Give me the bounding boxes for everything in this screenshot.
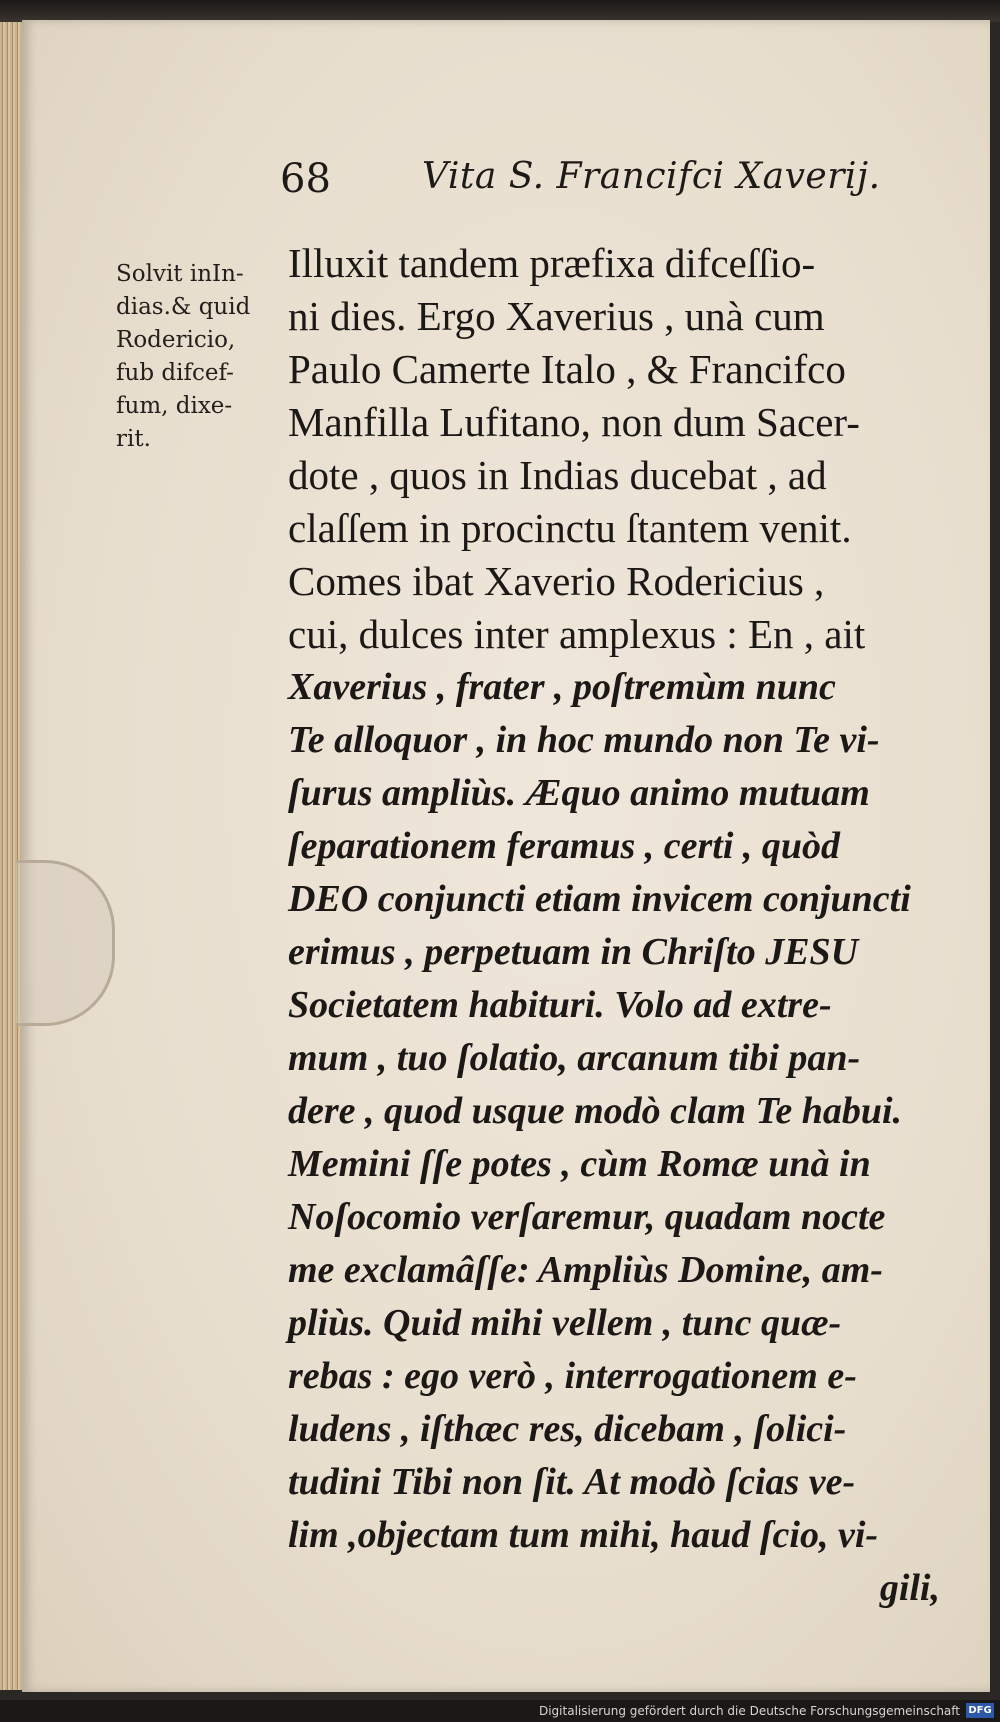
text-line: Societatem habituri. Volo ad extre- <box>288 984 832 1026</box>
text-line: rebas : ego verò , interrogationem e- <box>288 1355 857 1397</box>
funding-credit: Digitalisierung gefördert durch die Deutsche Forschungsgemeinschaft <box>538 1704 960 1718</box>
text-line: me exclamâſſe: Ampliùs Domine, am- <box>288 1249 883 1291</box>
text-line: DEO conjuncti etiam invicem conjuncti <box>288 878 911 920</box>
margin-note-line: Rodericio, <box>116 327 236 353</box>
body-text <box>288 237 948 1615</box>
text-line: Te alloquor , in hoc mundo non Te vi- <box>288 719 880 761</box>
margin-note-line: fum, dixe- <box>116 393 233 419</box>
margin-note-line: fub difcef- <box>116 360 234 386</box>
page-header <box>260 148 920 208</box>
running-title: Vita S. Francifci Xaverij. <box>422 156 881 197</box>
text-line: Paulo Camerte Italo , & Francifco <box>288 346 846 392</box>
text-line: tudini Tibi non ſit. At modò ſcias ve- <box>288 1461 856 1503</box>
margin-note-line: rit. <box>116 426 151 452</box>
text-line: dere , quod usque modò clam Te habui. <box>288 1090 903 1132</box>
page-clip <box>16 860 115 1026</box>
catchword: gili, <box>879 1567 940 1609</box>
text-line: dote , quos in Indias ducebat , ad <box>288 452 827 498</box>
text-line: mum , tuo ſolatio, arcanum tibi pan- <box>288 1037 861 1079</box>
text-line: ſeparationem feramus , certi , quòd <box>288 825 841 867</box>
page-number: 68 <box>280 156 331 202</box>
text-line: ni dies. Ergo Xaverius , unà cum <box>288 293 825 339</box>
text-line: Manfilla Lufitano, non dum Sacer- <box>288 399 860 445</box>
text-line: Noſocomio verſaremur, quadam nocte <box>288 1196 886 1238</box>
text-line: ſurus ampliùs. Æquo animo mutuam <box>288 772 870 814</box>
text-line: lim ,objectam tum mihi, haud ſcio, vi- <box>288 1514 879 1556</box>
text-line: cui, dulces inter amplexus : En , ait <box>288 611 866 657</box>
text-line: erimus , perpetuam in Chriſto JESU <box>288 931 859 973</box>
text-line: Comes ibat Xaverio Rodericius , <box>288 558 825 604</box>
scan-top-shadow <box>0 0 1000 22</box>
margin-note-line: Solvit inIn- <box>116 261 244 287</box>
text-line: pliùs. Quid mihi vellem , tunc quæ- <box>288 1302 842 1344</box>
digitization-footer <box>0 1700 1000 1722</box>
text-line: ludens , iſthæc res, dicebam , ſolici- <box>288 1408 847 1450</box>
text-line: Xaverius , frater , poſtremùm nunc <box>288 666 836 708</box>
text-line: claſſem in procinctu ſtantem venit. <box>288 505 852 551</box>
margin-note <box>116 258 281 456</box>
text-line: Memini ſſe potes , cùm Romæ unà in <box>288 1143 871 1185</box>
dfg-logo: DFG <box>966 1703 994 1718</box>
margin-note-line: dias.& quid <box>116 294 251 320</box>
text-line: Illuxit tandem præfixa difceſſio- <box>288 240 816 286</box>
